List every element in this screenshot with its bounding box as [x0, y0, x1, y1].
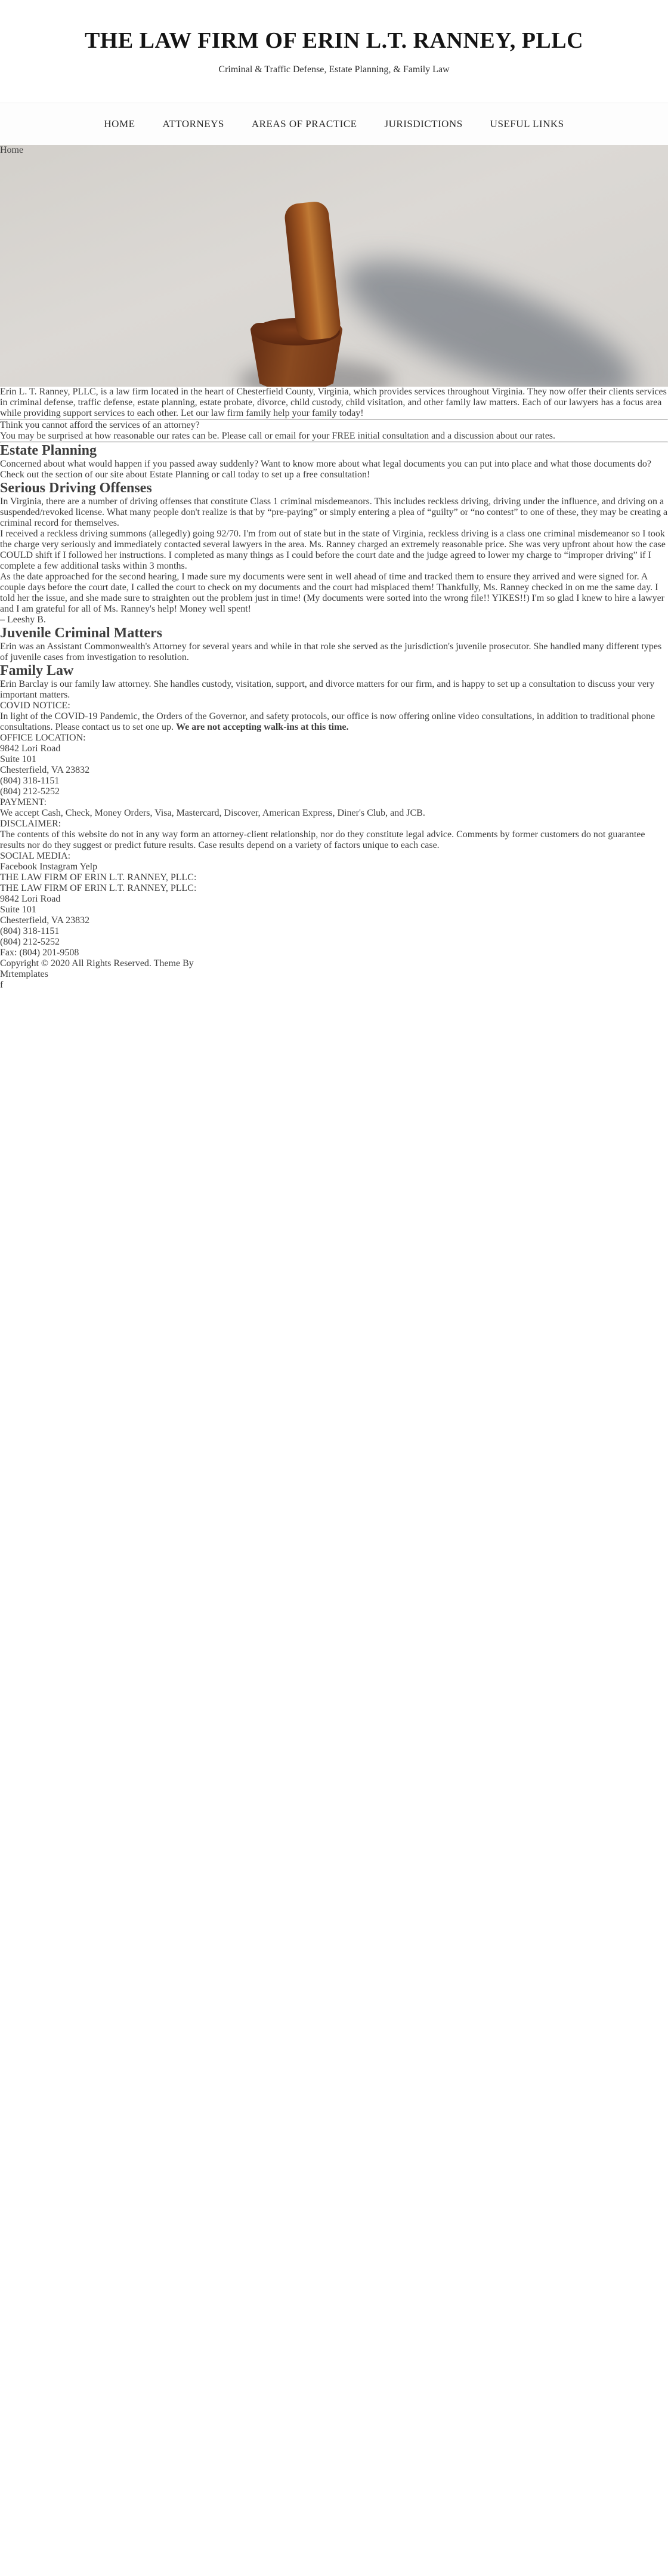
- estate-planning-heading: Estate Planning: [0, 443, 97, 458]
- reckless-driving-link[interactable]: reckless driving: [428, 529, 489, 539]
- family-law-paragraph: Erin Barclay is our family law attorney. She handles custody, visitation, support, and divorce matters for our firm, and is happy to set up a consultation to discuss your very important matters.: [0, 679, 655, 700]
- content-wrap: [0, 387, 668, 819]
- testimonial-paragraph-1: [0, 529, 668, 572]
- gavel-head: [270, 145, 354, 213]
- office-phone-1: (804) 318-1151: [0, 776, 60, 786]
- payment-body: We accept Cash, Check, Money Orders, Visa, Mastercard, Discover, American Express, Diner's Club, and JCB.: [0, 808, 425, 818]
- footer-bottom-bar: [0, 958, 668, 991]
- instagram-link[interactable]: Instagram: [39, 862, 78, 872]
- driving-text-pre: In Virginia, there are a number of: [0, 496, 130, 507]
- testimonial-citation: – Leeshy B.: [0, 615, 46, 625]
- estate-text-post: or call today to set up a free consultation!: [209, 470, 370, 480]
- intro-text-pre: Erin L. T. Ranney, PLLC, is a law firm located in the heart of Chesterfield County, Virginia, which provides services throughout Virginia. They now offer their clients services in criminal defense, traffic defense, estate planning, estate probate, divorce, child custody, child visitation, and other family law matters. Each of our lawyers has a focus area while providing support services to each other. Let our: [0, 387, 667, 418]
- payment-card-header: [0, 797, 668, 808]
- testimonial-paragraph-2: [0, 572, 668, 615]
- serious-driving-heading: Serious Driving Offenses: [0, 480, 152, 496]
- site-header: [0, 0, 668, 103]
- rates-paragraph: You may be surprised at how reasonable our rates can be. Please call or email for your FREE initial consultation and a discussion about our rates.: [0, 431, 556, 441]
- theme-author-link[interactable]: Mrtemplates: [0, 969, 48, 979]
- law-firm-family-link[interactable]: law firm family: [211, 408, 271, 418]
- covid-bold-text: We are not accepting walk-ins at this time.: [176, 722, 349, 732]
- estate-text-pre: Concerned about what would happen if you passed away suddenly? Want to know more about what legal documents you can put into place and what those documents do? Check out the section of our site about: [0, 459, 651, 480]
- footer-address-line3: Chesterfield, VA 23832: [0, 915, 90, 925]
- yelp-link[interactable]: Yelp: [79, 862, 98, 872]
- footer-address-line1: 9842 Lori Road: [0, 894, 61, 904]
- testimonial-1-post: is a class one criminal misdemeanor so I took the charge very seriously and immediately contacted several lawyers in the area. Ms. Ranney charged an extremely reasonable price. She was very upfront about how the case COULD shift if I followed her instructions. I completed as many things as I could before the court date and the judge agreed to lower my charge to “improper driving” if I complete a few additional tasks within 3 months.: [0, 529, 666, 571]
- social-media-heading: SOCIAL MEDIA:: [0, 851, 71, 861]
- footer-phones: [0, 926, 668, 948]
- facebook-link[interactable]: Facebook: [0, 862, 38, 872]
- nav-item-attorneys[interactable]: ATTORNEYS: [162, 118, 224, 129]
- site-title: THE LAW FIRM OF ERIN L.T. RANNEY, PLLC: [84, 28, 584, 53]
- firm-map-heading: THE LAW FIRM OF ERIN L.T. RANNEY, PLLC:: [0, 872, 197, 883]
- covid-notice-body: [0, 711, 668, 733]
- office-location-title: OFFICE LOCATION:: [0, 733, 86, 743]
- facebook-icon[interactable]: f: [0, 980, 4, 990]
- serious-driving-paragraph: [0, 496, 668, 529]
- office-phone-2: (804) 212-5252: [0, 786, 60, 797]
- footer-address-line2: Suite 101: [0, 905, 36, 915]
- testimonial-2-post: checked in on me the same day. I told her the issue, and she made sure to straighten out the problem just in time! (My documents were sorted into the wrong file!! YIKES!!) I'm so glad I knew to hire a lawyer and I am grateful for all of Ms. Ranney's help! Money well spent!: [0, 582, 665, 614]
- covid-notice-card: [0, 701, 668, 733]
- covid-notice-title: COVID NOTICE:: [0, 701, 70, 711]
- estate-planning-link[interactable]: Estate Planning: [149, 470, 209, 480]
- footer-fax: Fax: (804) 201-9508: [0, 948, 79, 958]
- nav-item-areas-of-practice[interactable]: AREAS OF PRACTICE: [251, 118, 357, 129]
- covid-card-header: [0, 701, 668, 711]
- sidebar: [0, 701, 668, 819]
- testimonial-2-pre: As the date approached for the second hearing, I made sure my documents were sent in well ahead of time and tracked them to ensure they arrived and were signed for. A couple days before the court date, I called the court to check on my documents and the court had misplaced them! Thankfully,: [0, 572, 648, 593]
- juvenile-matters-heading: Juvenile Criminal Matters: [0, 625, 162, 641]
- firm-contact-heading: THE LAW FIRM OF ERIN L.T. RANNEY, PLLC:: [0, 883, 197, 893]
- office-location-card: [0, 733, 668, 797]
- disclaimer-text: The contents of this website do not in any way form an attorney-client relationship, nor do they constitute legal advice. Comments by former customers do not guarantee results nor do they suggest or predict future results. Case results depend on a variety of factors unique to each case.: [0, 829, 645, 850]
- office-location-body: [0, 744, 668, 797]
- footer-map-column: [0, 872, 668, 883]
- site-footer: [0, 819, 668, 991]
- footer-address: [0, 894, 668, 926]
- intro-paragraph: [0, 387, 668, 419]
- payment-card: [0, 797, 668, 819]
- juvenile-matters-paragraph: [0, 641, 668, 663]
- driving-offenses-link[interactable]: driving offenses: [129, 496, 192, 507]
- office-card-header: [0, 733, 668, 744]
- copyright-line: Copyright © 2020 All Rights Reserved. Theme By: [0, 958, 194, 968]
- juvenile-text-pre: Erin was an Assistant Commonwealth's Attorney for several years and while in that role she served as the jurisdiction's juvenile prosecutor. She handled many different types of: [0, 641, 662, 662]
- covid-text: In light of the COVID-19 Pandemic, the Orders of the Governor, and safety protocols, our office is now offering online video consultations, in addition to traditional phone consultations. Please contact us to set one up.: [0, 711, 655, 732]
- office-phones: [0, 776, 668, 797]
- office-address: [0, 744, 668, 776]
- testimonial-1-pre: I received a reckless driving summons (allegedly) going 92/70. I'm from out of state but in the state of Virginia,: [0, 529, 428, 539]
- nav-item-jurisdictions[interactable]: JURISDICTIONS: [384, 118, 463, 129]
- intro-text-post: help your family today!: [271, 408, 364, 418]
- hero-banner: [0, 145, 668, 387]
- footer-contact-info: [0, 894, 668, 958]
- nav-item-useful-links[interactable]: USEFUL LINKS: [490, 118, 564, 129]
- family-law-heading: Family Law: [0, 663, 74, 678]
- site-tagline: Criminal & Traffic Defense, Estate Planning, & Family Law: [218, 64, 450, 75]
- juvenile-text-post: from investigation to resolution.: [63, 652, 189, 662]
- footer-columns: [0, 819, 668, 958]
- main-column: [0, 387, 668, 701]
- nav-item-home[interactable]: HOME: [104, 118, 135, 129]
- footer-phone-1: (804) 318-1151: [0, 926, 60, 936]
- driving-text-post: that constitute Class 1 criminal misdemeanors. This includes reckless driving, driving under the influence, and driving on a suspended/revoked license. What many people don't realize is that by “pre-paying” or simply entering a plea of “guilty” or “no contest” to one of these, they may be creating a criminal record for themselves.: [0, 496, 668, 528]
- office-address-line2: Suite 101: [0, 754, 36, 764]
- afford-heading: Think you cannot afford the services of an attorney?: [0, 420, 200, 430]
- estate-planning-paragraph: [0, 459, 668, 480]
- copyright-text: [0, 958, 668, 980]
- page-title: Home: [0, 145, 24, 155]
- juvenile-cases-link[interactable]: juvenile cases: [10, 652, 64, 662]
- footer-social-icons: [0, 980, 668, 991]
- payment-title: PAYMENT:: [0, 797, 47, 807]
- ms-ranney-link[interactable]: Ms. Ranney: [483, 582, 530, 593]
- office-address-line3: Chesterfield, VA 23832: [0, 765, 90, 775]
- disclaimer-heading: DISCLAIMER:: [0, 819, 61, 829]
- client-testimonial: [0, 529, 668, 625]
- footer-phone-2: (804) 212-5252: [0, 937, 60, 947]
- footer-contact-column: [0, 883, 668, 958]
- main-nav: [0, 103, 668, 145]
- office-address-line1: 9842 Lori Road: [0, 744, 61, 754]
- footer-disclaimer-column: [0, 819, 668, 872]
- gavel-shadow: [328, 233, 650, 387]
